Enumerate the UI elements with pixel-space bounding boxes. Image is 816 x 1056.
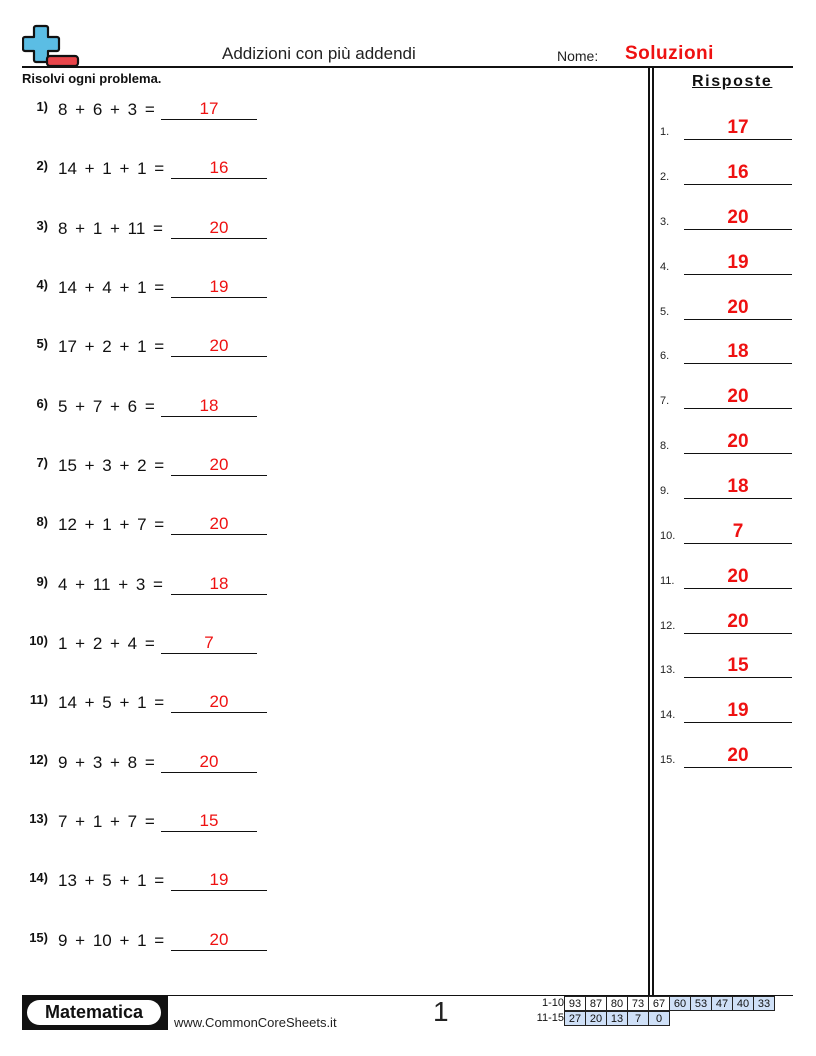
problem-row — [22, 870, 302, 900]
problem-row — [22, 633, 302, 663]
answer-key-value: 20 — [727, 745, 749, 766]
answer-key-row — [660, 471, 792, 501]
problem-expression: 7 + 1 + 7 = — [58, 812, 155, 831]
problem-expression: 9 + 10 + 1 = — [58, 931, 165, 950]
answer-key-value: 20 — [727, 297, 749, 318]
answer-key-line — [684, 319, 792, 320]
answer-key-value: 20 — [727, 566, 749, 587]
answer-key-number: 10. — [660, 530, 676, 542]
problem-number: 7) — [36, 455, 48, 470]
problem-row — [22, 277, 302, 307]
answer-blank-line — [161, 831, 257, 832]
problem-number: 9) — [36, 574, 48, 589]
problem-answer[interactable]: 18 — [199, 396, 219, 415]
problem-answer[interactable]: 20 — [209, 930, 229, 949]
problem-row — [22, 336, 302, 366]
problem-expression: 4 + 11 + 3 = — [58, 575, 163, 594]
problem-answer[interactable]: 20 — [209, 455, 229, 474]
brand-label: Matematica — [27, 1000, 161, 1025]
problem-row — [22, 218, 302, 248]
answer-key-row — [660, 516, 792, 546]
answer-key-number: 11. — [660, 575, 675, 587]
problem-number: 13) — [29, 811, 48, 826]
score-cell: 87 — [585, 996, 607, 1011]
problem-expression: 8 + 1 + 11 = — [58, 219, 163, 238]
problem-number: 3) — [36, 218, 48, 233]
problem-number: 5) — [36, 336, 48, 351]
name-label: Nome: — [557, 48, 599, 64]
answer-key-row — [660, 695, 792, 725]
problem-expression: 12 + 1 + 7 = — [58, 515, 165, 534]
problem-number: 14) — [29, 870, 48, 885]
answer-blank-line — [161, 653, 257, 654]
score-cell: 33 — [753, 996, 775, 1011]
answer-blank-line — [171, 356, 267, 357]
score-cell: 73 — [627, 996, 649, 1011]
answer-blank-line — [161, 772, 257, 773]
problem-expression: 13 + 5 + 1 = — [58, 871, 165, 890]
problem-row — [22, 455, 302, 485]
answer-blank-line — [171, 238, 267, 239]
problem-row — [22, 752, 302, 782]
problem-row — [22, 396, 302, 426]
answer-key-value: 20 — [727, 431, 749, 452]
answer-key-value: 19 — [727, 252, 749, 273]
answer-key-number: 8. — [660, 440, 670, 452]
answer-key-number: 1. — [660, 126, 670, 138]
problem-answer[interactable]: 20 — [209, 514, 229, 533]
problem-answer[interactable]: 20 — [209, 692, 229, 711]
name-value: Soluzioni — [625, 43, 714, 64]
problem-answer[interactable]: 20 — [209, 218, 229, 237]
answer-key-line — [684, 229, 792, 230]
score-cell: 0 — [648, 1011, 670, 1026]
answer-key-row — [660, 202, 792, 232]
problem-row — [22, 158, 302, 188]
score-row-label: 1-10 — [541, 997, 564, 1009]
answer-key-row — [660, 561, 792, 591]
problem-number: 11) — [29, 692, 48, 707]
problem-answer[interactable]: 20 — [209, 336, 229, 355]
score-cell: 40 — [732, 996, 754, 1011]
problem-expression: 14 + 5 + 1 = — [58, 693, 165, 712]
score-cell: 67 — [648, 996, 670, 1011]
answer-blank-line — [171, 178, 267, 179]
answer-key-row — [660, 112, 792, 142]
problem-expression: 8 + 6 + 3 = — [58, 100, 155, 119]
answer-key-line — [684, 408, 792, 409]
answer-key-row — [660, 650, 792, 680]
answer-key-value: 18 — [727, 341, 749, 362]
answer-key-value: 20 — [727, 207, 749, 228]
answer-key-line — [684, 363, 792, 364]
answer-key-row — [660, 426, 792, 456]
answer-key-line — [684, 139, 792, 140]
problem-expression: 14 + 1 + 1 = — [58, 159, 165, 178]
score-cell: 13 — [606, 1011, 628, 1026]
problem-answer[interactable]: 7 — [204, 633, 214, 652]
score-cell: 7 — [627, 1011, 649, 1026]
problem-row — [22, 692, 302, 722]
problem-expression: 17 + 2 + 1 = — [58, 337, 165, 356]
problem-row — [22, 514, 302, 544]
worksheet-title: Addizioni con più addendi — [222, 44, 416, 63]
answer-blank-line — [161, 416, 257, 417]
answer-key-value: 19 — [727, 700, 749, 721]
answer-key-line — [684, 184, 792, 185]
page-number: 1 — [433, 996, 449, 1027]
score-cell: 60 — [669, 996, 691, 1011]
problem-row — [22, 811, 302, 841]
answer-blank-line — [171, 475, 267, 476]
problem-number: 12) — [29, 752, 48, 767]
problem-expression: 9 + 3 + 8 = — [58, 753, 155, 772]
site-url: www.CommonCoreSheets.it — [174, 1015, 337, 1030]
answer-key-line — [684, 677, 792, 678]
brand-badge — [22, 996, 168, 1030]
answer-key-value: 20 — [727, 386, 749, 407]
answer-key-number: 15. — [660, 754, 676, 766]
answer-key-number: 9. — [660, 485, 670, 497]
answer-key-line — [684, 588, 792, 589]
problem-answer[interactable]: 20 — [199, 752, 219, 771]
problem-expression: 1 + 2 + 4 = — [58, 634, 155, 653]
answers-title: Risposte — [692, 73, 773, 90]
answer-key-line — [684, 274, 792, 275]
header-rule — [22, 66, 793, 68]
problem-number: 1) — [36, 99, 48, 114]
problem-row — [22, 99, 302, 129]
problem-answer[interactable]: 18 — [209, 574, 229, 593]
problem-answer[interactable]: 17 — [199, 99, 219, 118]
score-cell: 93 — [564, 996, 586, 1011]
problem-expression: 15 + 3 + 2 = — [58, 456, 165, 475]
problem-number: 15) — [29, 930, 48, 945]
score-cell: 47 — [711, 996, 733, 1011]
answer-key-line — [684, 767, 792, 768]
answer-key-number: 2. — [660, 171, 670, 183]
answer-key-number: 5. — [660, 306, 670, 318]
score-cell: 27 — [564, 1011, 586, 1026]
answer-blank-line — [171, 890, 267, 891]
answer-key-line — [684, 453, 792, 454]
answer-key-number: 12. — [660, 620, 676, 632]
answer-key-value: 20 — [727, 611, 749, 632]
problem-expression: 5 + 7 + 6 = — [58, 397, 155, 416]
answer-key-row — [660, 740, 792, 770]
answer-key-number: 6. — [660, 350, 670, 362]
answer-key-line — [684, 498, 792, 499]
answer-blank-line — [161, 119, 257, 120]
problem-number: 6) — [36, 396, 48, 411]
answer-key-number: 3. — [660, 216, 670, 228]
answer-key-value: 15 — [727, 655, 749, 676]
problem-expression: 14 + 4 + 1 = — [58, 278, 165, 297]
score-cell: 80 — [606, 996, 628, 1011]
answer-key-number: 4. — [660, 261, 670, 273]
answer-key-row — [660, 292, 792, 322]
answer-key-row — [660, 157, 792, 187]
problem-answer[interactable]: 15 — [199, 811, 219, 830]
answer-key-line — [684, 633, 792, 634]
answer-blank-line — [171, 534, 267, 535]
problem-number: 10) — [29, 633, 48, 648]
score-row-label: 11-15 — [536, 1012, 564, 1024]
answer-blank-line — [171, 594, 267, 595]
answer-key-row — [660, 247, 792, 277]
answer-key-number: 14. — [660, 709, 676, 721]
answer-key-row — [660, 381, 792, 411]
problem-answer[interactable]: 19 — [209, 870, 229, 889]
answer-blank-line — [171, 297, 267, 298]
answer-key-number: 7. — [660, 395, 670, 407]
problem-row — [22, 930, 302, 960]
answer-key-row — [660, 606, 792, 636]
answer-key-value: 16 — [727, 162, 749, 183]
problem-answer[interactable]: 16 — [209, 158, 229, 177]
answer-key-line — [684, 543, 792, 544]
problem-number: 2) — [36, 158, 48, 173]
answer-blank-line — [171, 950, 267, 951]
answer-key-number: 13. — [660, 664, 676, 676]
score-cell: 53 — [690, 996, 712, 1011]
answer-key-value: 17 — [727, 117, 749, 138]
problem-number: 4) — [36, 277, 48, 292]
answer-key-line — [684, 722, 792, 723]
answer-blank-line — [171, 712, 267, 713]
answer-key-row — [660, 336, 792, 366]
answer-key-value: 7 — [732, 521, 744, 542]
plus-minus-logo-icon — [22, 24, 80, 68]
problem-number: 8) — [36, 514, 48, 529]
score-cell: 20 — [585, 1011, 607, 1026]
instructions: Risolvi ogni problema. — [22, 71, 162, 86]
answer-key-value: 18 — [727, 476, 749, 497]
column-divider — [648, 67, 654, 996]
problem-answer[interactable]: 19 — [209, 277, 229, 296]
problem-row — [22, 574, 302, 604]
